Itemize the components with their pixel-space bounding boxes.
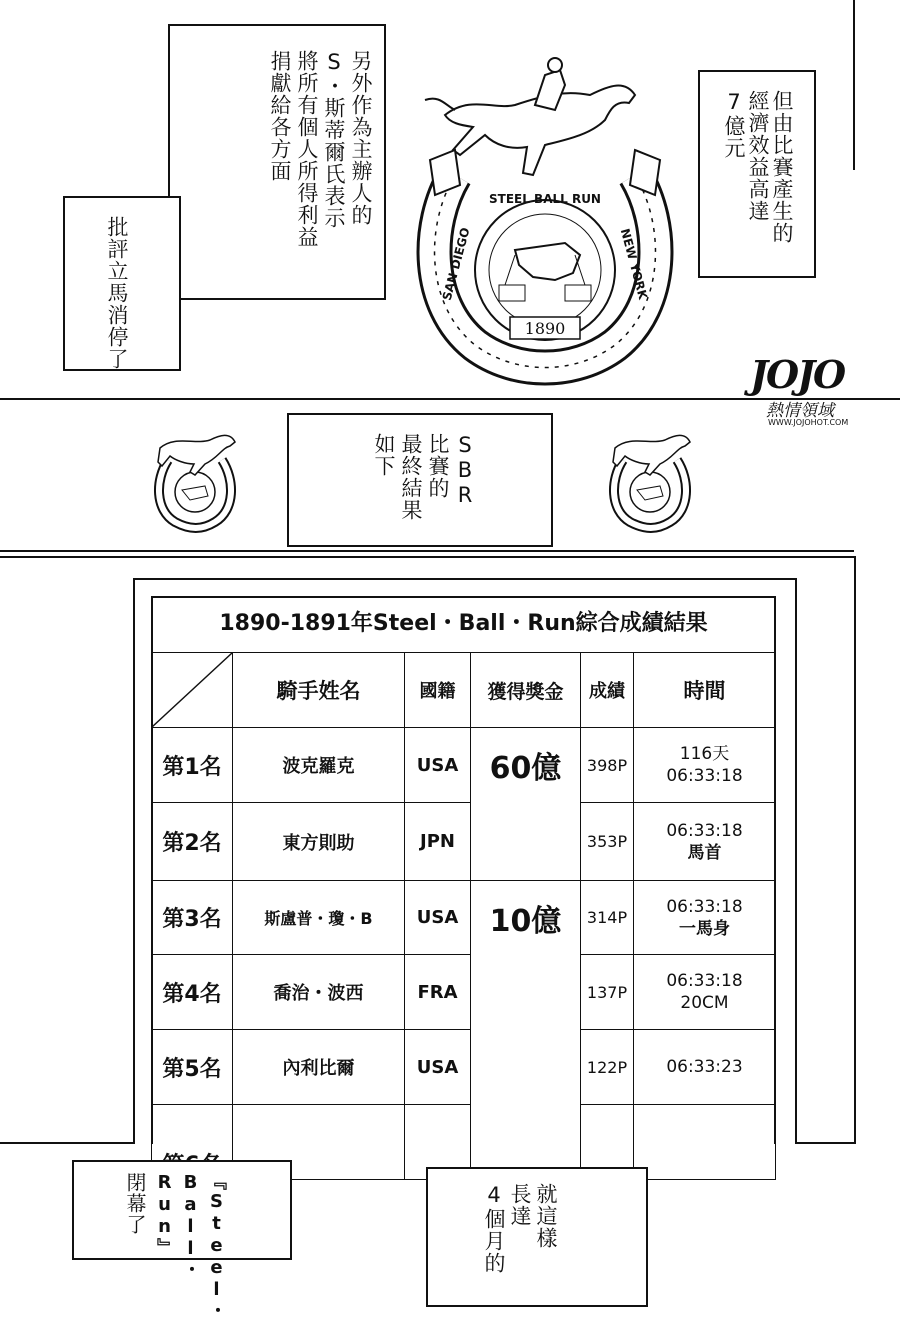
nationality-cell: USA: [405, 881, 471, 955]
caption-line: 捐獻給各方面: [268, 50, 292, 182]
table-row: [152, 955, 776, 1030]
time-line-1: 06:33:18: [666, 971, 743, 991]
caption-closing: [72, 1160, 292, 1320]
time-line-1: 116天: [679, 744, 730, 764]
nationality-cell: FRA: [405, 955, 471, 1030]
emblem-top-text: STEEL BALL RUN: [489, 192, 601, 206]
caption-line: 經濟效益高達: [746, 90, 770, 222]
results-title: 1890-1891年Steel・Ball・Run綜合成績結果: [219, 611, 708, 636]
points-cell: 137P: [581, 955, 634, 1030]
prize-cell: [471, 955, 581, 1030]
prize-cell: 60億: [471, 728, 581, 803]
prize-cell: [471, 1030, 581, 1105]
watermark-subtitle: 熱情領域: [766, 401, 834, 421]
watermark-logo: JOJO: [750, 352, 845, 397]
table-row: [152, 728, 776, 803]
caption-line: S・斯蒂爾氏表示: [322, 50, 346, 229]
rank-cell: 第2名: [152, 803, 233, 881]
caption-line: 最終結果: [399, 433, 423, 521]
caption-line: 比賽的: [426, 433, 450, 499]
name-cell: 內利比爾: [233, 1030, 405, 1105]
time-cell: [634, 728, 776, 803]
time-line-2: 馬首: [687, 842, 722, 863]
caption-duration: [426, 1167, 648, 1307]
table-header-row: [152, 653, 776, 728]
table-row: [152, 803, 776, 881]
caption-line: 但由比賽產生的: [770, 90, 794, 244]
results-table: [151, 652, 776, 1180]
points-cell: 398P: [581, 728, 634, 803]
caption-line: 長達: [508, 1183, 532, 1227]
caption-line: 將所有個人所得利益: [295, 50, 319, 248]
emblem-right-text: NEW YORK: [617, 227, 651, 301]
time-cell: [634, 1105, 776, 1180]
caption-line: Run』: [154, 1172, 175, 1257]
name-cell: 斯盧普・瓊・B: [233, 881, 405, 955]
points-cell: 353P: [581, 803, 634, 881]
caption-line: Ball・: [180, 1172, 201, 1279]
caption-line: 7億元: [722, 90, 746, 159]
rank-cell: 第5名: [152, 1030, 233, 1105]
rank-cell: 第3名: [152, 881, 233, 955]
rank-cell: 第4名: [152, 955, 233, 1030]
nationality-cell: JPN: [405, 803, 471, 881]
caption-line: 『Steel・: [206, 1172, 227, 1320]
caption-line: 就這樣: [534, 1183, 558, 1249]
nationality-cell: USA: [405, 728, 471, 803]
header-name: 騎手姓名: [233, 653, 405, 728]
time-line-1: 06:33:18: [666, 820, 743, 841]
time-cell: [634, 803, 776, 881]
time-line-2: 20CM: [680, 993, 729, 1013]
time-cell: [634, 1030, 776, 1105]
caption-line: 批評立馬消停了: [105, 216, 129, 370]
caption-line: 如下: [372, 433, 396, 477]
table-row: [152, 1030, 776, 1105]
name-cell: 喬治・波西: [233, 955, 405, 1030]
time-line-1: 06:33:18: [666, 896, 743, 917]
name-cell: 東方則助: [233, 803, 405, 881]
rank-cell: 第1名: [152, 728, 233, 803]
nationality-cell: USA: [405, 1030, 471, 1105]
table-row: [152, 881, 776, 955]
points-cell: 122P: [581, 1030, 634, 1105]
caption-line: SBR: [453, 433, 477, 508]
caption-line: 另外作為主辦人的: [349, 50, 373, 226]
prize-cell: [471, 803, 581, 881]
caption-line: 閉幕了: [123, 1172, 147, 1235]
prize-cell: 10億: [471, 881, 581, 955]
header-time: 時間: [634, 653, 776, 728]
watermark-url: WWW.JOJOHOT.COM: [768, 418, 849, 427]
time-line-2: 一馬身: [679, 918, 730, 939]
time-line-2: 06:33:18: [666, 766, 743, 786]
header-points: 成績: [581, 653, 634, 728]
time-cell: [634, 881, 776, 955]
header-prize: 獲得獎金: [471, 653, 581, 728]
name-cell: 波克羅克: [233, 728, 405, 803]
time-cell: [634, 955, 776, 1030]
header-corner: [152, 653, 233, 728]
points-cell: 314P: [581, 881, 634, 955]
time-line-1: 06:33:23: [666, 1057, 743, 1077]
caption-line: 4個月的: [482, 1183, 506, 1274]
emblem-left-text: SAN DIEGO: [439, 226, 473, 302]
emblem-year: 1890: [524, 319, 566, 338]
header-nationality: 國籍: [405, 653, 471, 728]
